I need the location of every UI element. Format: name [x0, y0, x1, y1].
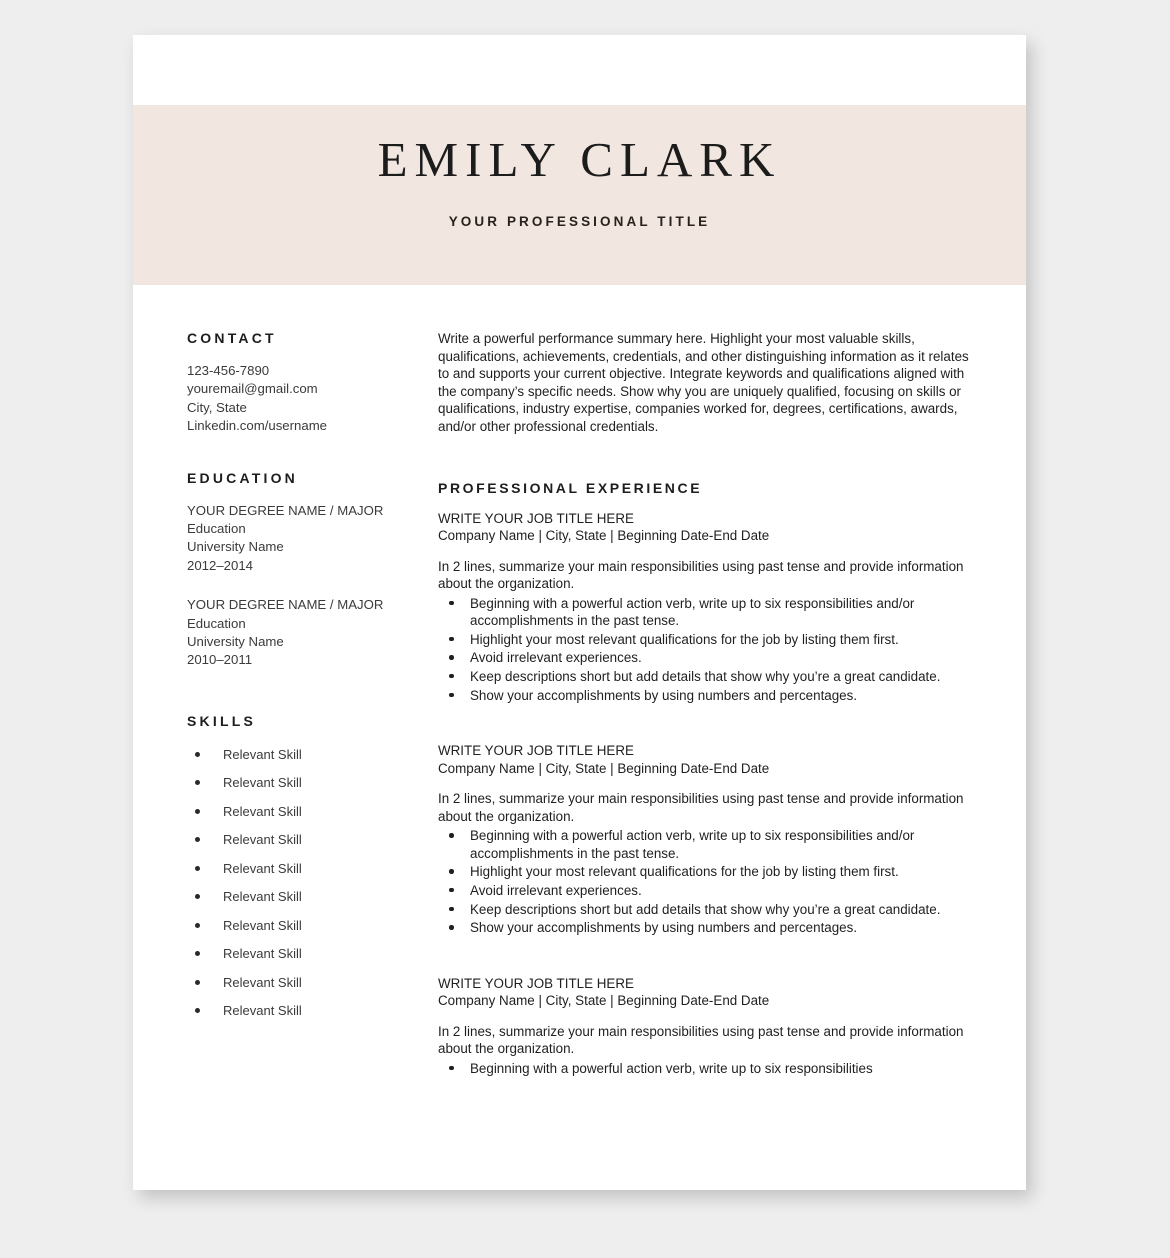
job-meta: Company Name | City, State | Beginning Date-End Date — [438, 993, 770, 1009]
education-degree: YOUR DEGREE NAME / MAJOR — [187, 502, 384, 518]
education-degree: YOUR DEGREE NAME / MAJOR — [187, 597, 384, 613]
list-item: Relevant Skill — [187, 887, 417, 916]
education-heading: EDUCATION — [187, 469, 298, 486]
contact-email: youremail@gmail.com — [187, 381, 318, 397]
list-item: Relevant Skill — [187, 745, 417, 774]
resume-page — [133, 35, 1026, 1190]
job-title: WRITE YOUR JOB TITLE HERE — [438, 743, 634, 759]
experience-entry — [438, 975, 983, 1078]
list-item: Highlight your most relevant qualifications for the job by listing them first. — [438, 863, 983, 881]
experience-entry — [438, 742, 983, 937]
right-column — [438, 330, 983, 1099]
education-level: Education — [187, 615, 246, 631]
professional-title: YOUR PROFESSIONAL TITLE — [448, 214, 711, 229]
list-item: Beginning with a powerful action verb, write up to six responsibilities — [438, 1060, 983, 1078]
skills-list — [187, 745, 417, 1030]
list-item: Relevant Skill — [187, 802, 417, 831]
list-item: Relevant Skill — [187, 773, 417, 802]
job-bullets — [438, 595, 983, 705]
list-item: Relevant Skill — [187, 830, 417, 859]
contact-phone: 123-456-7890 — [187, 363, 270, 378]
list-item: Relevant Skill — [187, 973, 417, 1002]
contact-location: City, State — [187, 399, 247, 415]
education-entry — [187, 502, 417, 576]
list-item: Beginning with a powerful action verb, write up to six responsibilities and/or accomplishments in the past tense. — [438, 595, 983, 630]
education-school: University Name — [187, 634, 284, 650]
list-item: Beginning with a powerful action verb, write up to six responsibilities and/or accomplishments in the past tense. — [438, 827, 983, 862]
job-description: In 2 lines, summarize your main responsibilities using past tense and provide information about the organization. — [438, 1023, 964, 1057]
job-meta: Company Name | City, State | Beginning Date-End Date — [438, 760, 770, 776]
list-item: Show your accomplishments by using numbers and percentages. — [438, 919, 983, 937]
job-title: WRITE YOUR JOB TITLE HERE — [438, 510, 634, 526]
list-item: Relevant Skill — [187, 1001, 417, 1030]
list-item: Relevant Skill — [187, 944, 417, 973]
left-column — [187, 330, 417, 1030]
education-level: Education — [187, 521, 246, 537]
list-item: Keep descriptions short but add details that show why you’re a great candidate. — [438, 901, 983, 919]
list-item: Avoid irrelevant experiences. — [438, 882, 983, 900]
list-item: Show your accomplishments by using numbers and percentages. — [438, 687, 983, 705]
experience-entry — [438, 510, 983, 705]
contact-details — [187, 362, 417, 436]
job-title: WRITE YOUR JOB TITLE HERE — [438, 975, 634, 991]
list-item: Avoid irrelevant experiences. — [438, 649, 983, 667]
page-title: EMILY CLARK — [377, 132, 782, 187]
list-item: Keep descriptions short but add details that show why you’re a great candidate. — [438, 668, 983, 686]
contact-linkedin: Linkedin.com/username — [187, 418, 328, 434]
education-school: University Name — [187, 539, 284, 555]
contact-heading: CONTACT — [187, 330, 277, 346]
job-description: In 2 lines, summarize your main responsibilities using past tense and provide information about the organization. — [438, 558, 964, 592]
job-meta: Company Name | City, State | Beginning Date-End Date — [438, 528, 770, 544]
education-entry — [187, 596, 417, 670]
job-description: In 2 lines, summarize your main responsibilities using past tense and provide information about the organization. — [438, 791, 964, 824]
list-item: Relevant Skill — [187, 916, 417, 945]
education-years: 2012–2014 — [187, 557, 254, 573]
list-item: Highlight your most relevant qualifications for the job by listing them first. — [438, 631, 983, 649]
education-years: 2010–2011 — [187, 652, 253, 668]
job-bullets — [438, 827, 983, 937]
list-item: Relevant Skill — [187, 859, 417, 888]
professional-summary: Write a powerful performance summary here. Highlight your most valuable skills, qualifications, achievements, credentials, and other distinguishing information as it relates to and supports your current objective. Integrate keywords and qualifications aligned with the company’s specific needs. Show why you are uniquely qualified, focusing on skills or qualifications, industry expertise, companies worked for, degrees, certifications, awards, and/or other professional credentials. — [438, 331, 969, 434]
experience-heading: PROFESSIONAL EXPERIENCE — [438, 479, 703, 496]
skills-heading: SKILLS — [187, 712, 256, 729]
job-bullets — [438, 1060, 983, 1078]
